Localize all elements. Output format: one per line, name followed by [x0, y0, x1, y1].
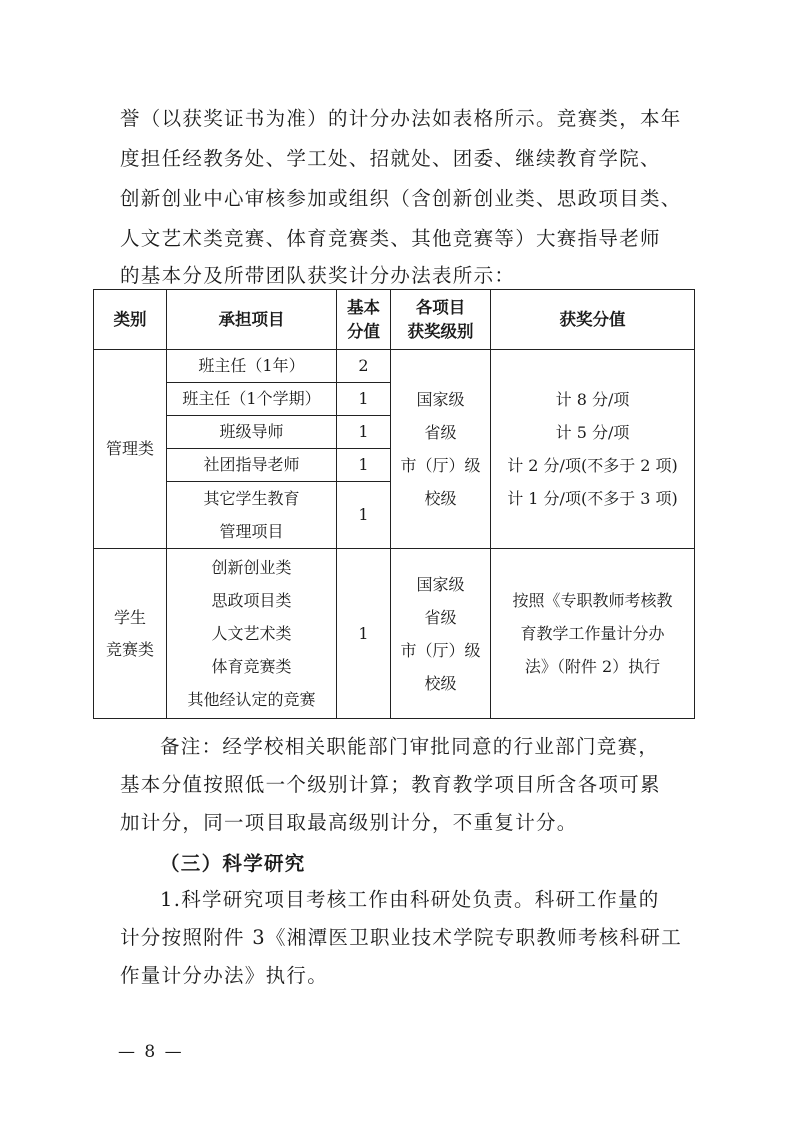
award-national: 计 8 分/项: [555, 390, 630, 409]
category-line: 学生: [113, 607, 146, 627]
award-line: 法》（附件 2）执行: [524, 657, 661, 676]
note-line: 基本分值按照低一个级别计算；教育教学项目所含各项可累: [120, 773, 661, 796]
research-line: 作量计分办法》执行。: [120, 964, 329, 987]
category-line: 竞赛类: [105, 639, 154, 659]
header-level-line1: 各项目: [415, 297, 466, 317]
item-cell: 班级导师: [167, 416, 337, 449]
competition-levels: [391, 549, 491, 719]
intro-line: 创新创业中心审核参加或组织（含创新创业类、思政项目类、: [120, 187, 682, 210]
level-school: 校级: [424, 673, 457, 693]
header-item: 承担项目: [167, 290, 337, 350]
competition-item: 其他经认定的竞赛: [187, 690, 316, 709]
intro-line: 度担任经教务处、学工处、招就处、团委、继续教育学院、: [120, 147, 661, 170]
table-header-row: [94, 290, 695, 350]
score-cell: 1: [337, 383, 391, 416]
competition-items: [167, 549, 337, 719]
award-city: 计 2 分/项(不多于 2 项): [507, 456, 678, 475]
header-level: [391, 290, 491, 350]
note-line: 备注：经学校相关职能部门审批同意的行业部门竞赛，: [160, 735, 660, 758]
score-cell: 1: [337, 549, 391, 719]
competition-item: 人文艺术类: [211, 624, 292, 643]
item-cell: 班主任（1个学期）: [167, 383, 337, 416]
intro-line: 誉（以获奖证书为准）的计分办法如表格所示。竞赛类，本年: [120, 107, 682, 130]
section-heading: （三）科学研究: [160, 852, 306, 875]
level-provincial: 省级: [424, 423, 457, 442]
item-cell: [167, 482, 337, 549]
award-provincial: 计 5 分/项: [555, 423, 630, 442]
item-line: 其它学生教育: [203, 489, 300, 508]
header-base-line1: 基本: [347, 297, 380, 317]
intro-line: 人文艺术类竞赛、体育竞赛类、其他竞赛等）大赛指导老师: [120, 227, 661, 250]
header-award: 获奖分值: [491, 290, 695, 350]
level-national: 国家级: [416, 390, 465, 409]
scoring-table: [93, 289, 695, 719]
level-provincial: 省级: [424, 607, 457, 627]
score-cell: 1: [337, 416, 391, 449]
intro-line: 的基本分及所带团队获奖计分办法表所示：: [120, 264, 516, 287]
competition-item: 体育竞赛类: [211, 657, 292, 676]
score-cell: 2: [337, 350, 391, 383]
research-line: 计分按照附件 3《湘潭医卫职业技术学院专职教师考核科研工: [120, 926, 683, 949]
header-level-line2: 获奖级别: [407, 321, 474, 341]
note-line: 加计分，同一项目取最高级别计分，不重复计分。: [120, 811, 578, 834]
award-line: 育教学工作量计分办: [520, 624, 665, 643]
competition-awards: [491, 549, 695, 719]
header-base-line2: 分值: [347, 321, 380, 341]
award-school: 计 1 分/项(不多于 3 项): [507, 489, 678, 508]
competition-item: 创新创业类: [211, 558, 292, 577]
score-cell: 1: [337, 449, 391, 482]
level-school: 校级: [424, 489, 457, 508]
header-category: 类别: [94, 290, 167, 350]
page-number: — 8 —: [118, 1042, 184, 1062]
award-line: 按照《专职教师考核教: [512, 591, 673, 610]
management-levels: [391, 350, 491, 549]
research-line: 1.科学研究项目考核工作由科研处负责。科研工作量的: [160, 888, 660, 911]
score-cell: 1: [337, 482, 391, 549]
category-competition: [94, 549, 167, 719]
category-management: 管理类: [94, 350, 167, 549]
competition-item: 思政项目类: [211, 591, 292, 610]
item-line: 管理项目: [219, 522, 284, 541]
item-cell: 社团指导老师: [167, 449, 337, 482]
management-awards: [491, 350, 695, 549]
header-base-score: [337, 290, 391, 350]
level-city: 市（厅）级: [400, 456, 481, 475]
level-national: 国家级: [416, 574, 465, 594]
table-row: [94, 350, 695, 383]
level-city: 市（厅）级: [400, 640, 481, 660]
item-cell: 班主任（1年）: [167, 350, 337, 383]
table-row: [94, 549, 695, 719]
